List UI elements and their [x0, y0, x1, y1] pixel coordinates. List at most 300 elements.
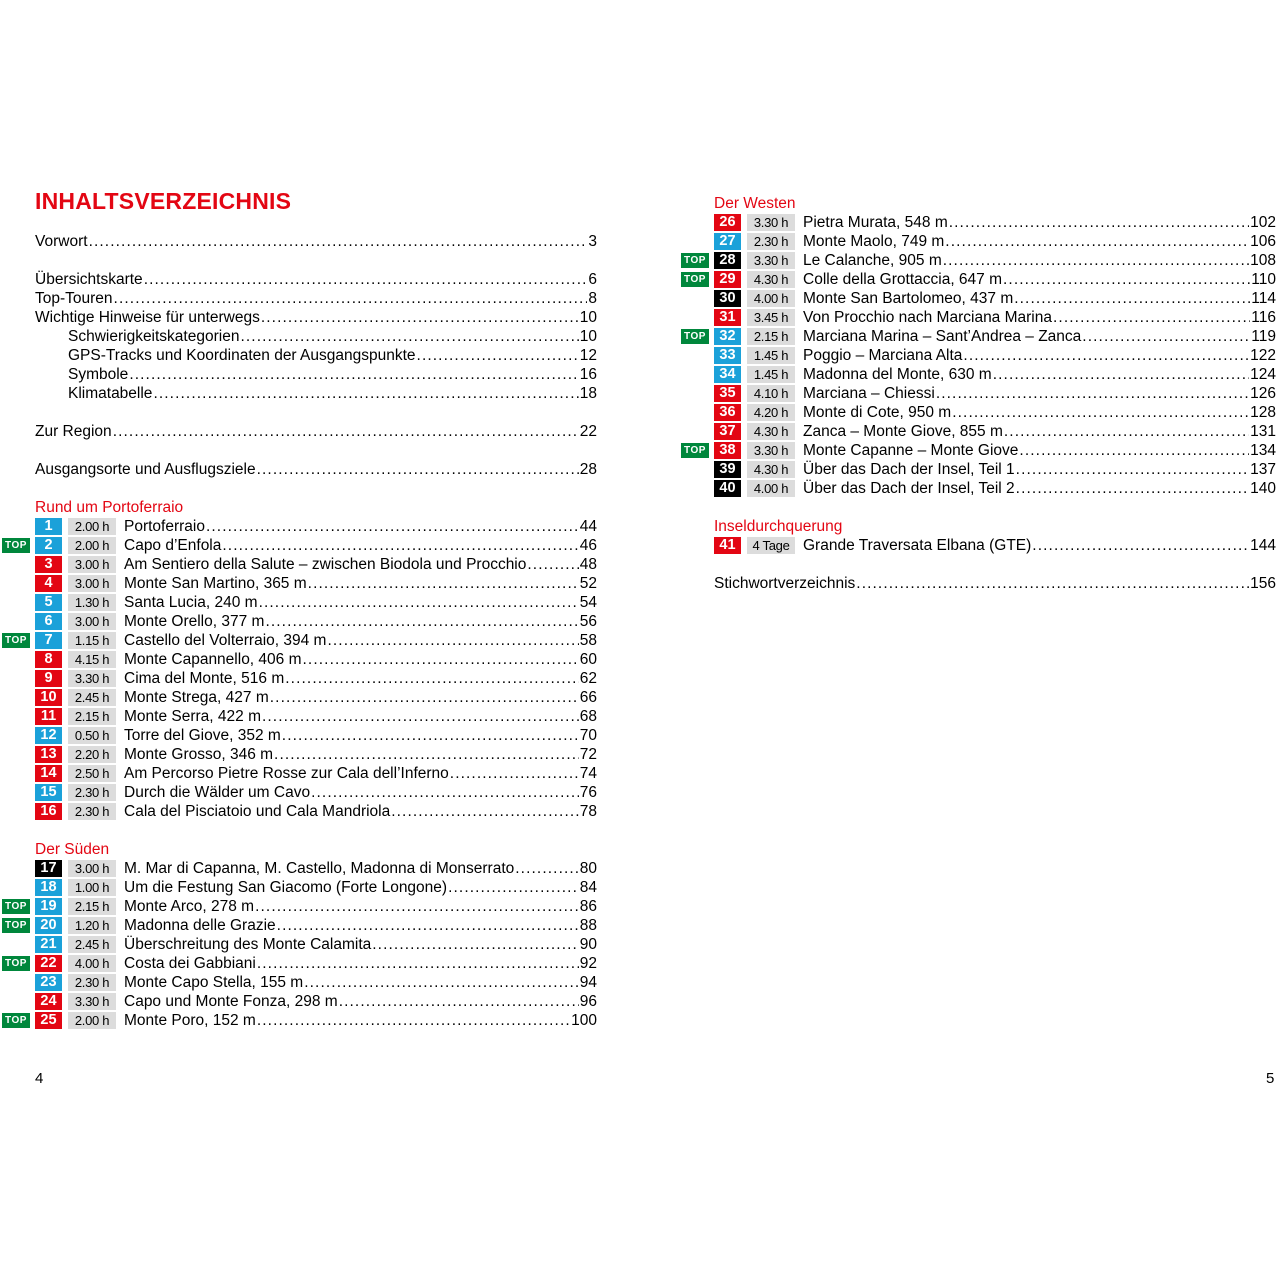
tour-page: 52	[579, 575, 597, 592]
tour-entry[interactable]	[0, 897, 640, 916]
leader-dots	[222, 536, 578, 555]
tour-entry-line	[124, 745, 597, 764]
leader-dots	[144, 270, 588, 289]
tour-entry-line	[124, 593, 597, 612]
tour-name: Überschreitung des Monte Calamita	[124, 936, 372, 953]
tour-number-badge: 13	[35, 746, 62, 763]
tour-entry-line	[124, 802, 597, 821]
tour-duration: 2.30 h	[747, 233, 795, 250]
tour-name: Costa dei Gabbiani	[124, 955, 256, 972]
toc-entry-page: 8	[588, 290, 597, 307]
tour-page: 74	[579, 765, 597, 782]
leader-dots	[1016, 479, 1249, 498]
tour-duration: 4.30 h	[747, 271, 795, 288]
tour-duration: 3.45 h	[747, 309, 795, 326]
leader-dots	[936, 384, 1249, 403]
leader-dots	[527, 555, 578, 574]
leader-dots	[993, 365, 1249, 384]
tour-duration: 2.45 h	[68, 689, 116, 706]
toc-entry-line	[68, 384, 597, 403]
toc-entry-line	[35, 289, 597, 308]
toc-entry-title: Wichtige Hinweise für unterwegs	[35, 309, 260, 326]
toc-entry-line	[68, 327, 597, 346]
tour-name: Capo und Monte Fonza, 298 m	[124, 993, 338, 1010]
tour-entry[interactable]	[0, 517, 640, 536]
toc-entry[interactable]	[0, 460, 640, 479]
leader-dots	[417, 346, 579, 365]
tour-number-badge: 37	[714, 423, 741, 440]
tour-page: 137	[1250, 461, 1276, 478]
tour-entry-line	[124, 555, 597, 574]
tour-name: Monte San Bartolomeo, 437 m	[803, 290, 1014, 307]
tour-entry[interactable]	[640, 384, 1280, 403]
tour-entry[interactable]	[640, 327, 1280, 346]
toc-entry-page: 28	[579, 461, 597, 478]
tour-number-badge: 28	[714, 252, 741, 269]
tour-duration: 4.15 h	[68, 651, 116, 668]
tour-entry[interactable]	[640, 365, 1280, 384]
tour-name: Cala del Pisciatoio und Cala Mandriola	[124, 803, 391, 820]
tour-entry[interactable]	[640, 422, 1280, 441]
toc-entry[interactable]	[0, 327, 640, 346]
tour-number-badge: 12	[35, 727, 62, 744]
tour-name: Cima del Monte, 516 m	[124, 670, 285, 687]
toc-entry-title: Schwierigkeitskategorien	[68, 328, 240, 345]
leader-dots	[277, 916, 579, 935]
toc-entry-page: 16	[579, 366, 597, 383]
tour-page: 92	[579, 955, 597, 972]
tour-page: 90	[579, 936, 597, 953]
tour-name: Monte Capanne – Monte Giove	[803, 442, 1019, 459]
leader-dots	[1014, 289, 1250, 308]
tour-name: Monte Orello, 377 m	[124, 613, 265, 630]
leader-dots	[282, 726, 579, 745]
tour-name: Grande Traversata Elbana (GTE)	[803, 537, 1032, 554]
tour-number-badge: 11	[35, 708, 62, 725]
tour-name: Capo d’Enfola	[124, 537, 222, 554]
tour-duration: 4.30 h	[747, 461, 795, 478]
toc-title: INHALTSVERZEICHNIS	[35, 188, 292, 214]
tour-entry-line	[124, 536, 597, 555]
leader-dots	[448, 878, 579, 897]
tour-entry[interactable]	[0, 593, 640, 612]
toc-entry-page: 18	[579, 385, 597, 402]
tour-page: 110	[1251, 271, 1276, 288]
tour-entry[interactable]	[0, 745, 640, 764]
tour-duration: 4.20 h	[747, 404, 795, 421]
tour-page: 86	[579, 898, 597, 915]
spacer	[640, 555, 1280, 574]
tour-page: 80	[579, 860, 597, 877]
leader-dots	[262, 707, 579, 726]
tour-duration: 3.00 h	[68, 860, 116, 877]
leader-dots	[270, 688, 579, 707]
tour-name: Marciana – Chiessi	[803, 385, 935, 402]
toc-entry-line	[68, 346, 597, 365]
tour-entry-line	[124, 1011, 597, 1030]
tour-number-badge: 21	[35, 936, 62, 953]
leader-dots	[257, 460, 579, 479]
tour-entry-line	[124, 650, 597, 669]
tour-page: 58	[579, 632, 597, 649]
tour-page: 122	[1250, 347, 1276, 364]
tour-entry-line	[803, 327, 1276, 346]
tour-page: 96	[579, 993, 597, 1010]
leader-dots	[261, 308, 579, 327]
tour-name: Über das Dach der Insel, Teil 2	[803, 480, 1015, 497]
leader-dots	[240, 327, 578, 346]
tour-number-badge: 4	[35, 575, 62, 592]
tour-entry-line	[124, 612, 597, 631]
tour-duration: 2.15 h	[68, 898, 116, 915]
leader-dots	[303, 650, 579, 669]
toc-entry-page: 3	[588, 233, 597, 250]
tour-page: 126	[1250, 385, 1276, 402]
leader-dots	[1082, 327, 1250, 346]
tour-entry[interactable]	[0, 878, 640, 897]
tour-entry-line	[124, 631, 597, 650]
tour-name: M. Mar di Capanna, M. Castello, Madonna di Monserrato	[124, 860, 515, 877]
tour-name: Torre del Giove, 352 m	[124, 727, 281, 744]
leader-dots	[259, 593, 579, 612]
tour-entry[interactable]	[640, 289, 1280, 308]
tour-number-badge: 7	[35, 632, 62, 649]
tour-number-badge: 35	[714, 385, 741, 402]
tour-duration: 3.30 h	[747, 442, 795, 459]
leader-dots	[257, 1011, 570, 1030]
leader-dots	[206, 517, 579, 536]
tour-duration: 1.15 h	[68, 632, 116, 649]
tour-entry[interactable]	[0, 916, 640, 935]
tour-entry[interactable]	[0, 973, 640, 992]
tour-page: 131	[1250, 423, 1276, 440]
tour-number-badge: 2	[35, 537, 62, 554]
tour-number-badge: 23	[35, 974, 62, 991]
tour-entry[interactable]	[0, 650, 640, 669]
tour-entry-line	[124, 859, 597, 878]
toc-entry-title: Übersichtskarte	[35, 271, 143, 288]
toc-entry-title: GPS-Tracks und Koordinaten der Ausgangspunkte	[68, 347, 416, 364]
tour-duration: 1.20 h	[68, 917, 116, 934]
tour-duration: 2.30 h	[68, 803, 116, 820]
tour-page: 60	[579, 651, 597, 668]
tour-duration: 0.50 h	[68, 727, 116, 744]
tour-entry-line	[124, 669, 597, 688]
toc-entry-line	[35, 308, 597, 327]
tour-number-badge: 18	[35, 879, 62, 896]
tour-duration: 4.10 h	[747, 385, 795, 402]
tour-entry[interactable]	[0, 802, 640, 821]
tour-entry[interactable]	[0, 859, 640, 878]
tour-entry[interactable]	[0, 555, 640, 574]
tour-entry-line	[124, 688, 597, 707]
tour-name: Madonna del Monte, 630 m	[803, 366, 992, 383]
top-badge: TOP	[681, 253, 709, 268]
tour-duration: 2.15 h	[68, 708, 116, 725]
right-page	[640, 0, 1280, 1280]
tour-entry[interactable]	[640, 213, 1280, 232]
tour-entry-line	[803, 232, 1276, 251]
toc-entry-title: Symbole	[68, 366, 129, 383]
tour-entry[interactable]	[640, 403, 1280, 422]
toc-entry[interactable]	[0, 346, 640, 365]
leader-dots	[113, 422, 579, 441]
top-badge: TOP	[2, 1013, 30, 1028]
tour-entry-line	[803, 536, 1276, 555]
tour-name: Marciana Marina – Sant’Andrea – Zanca	[803, 328, 1082, 345]
tour-page: 100	[571, 1012, 597, 1029]
tour-name: Am Sentiero della Salute – zwischen Biodola und Procchio	[124, 556, 527, 573]
tour-duration: 2.15 h	[747, 328, 795, 345]
tour-page: 134	[1250, 442, 1276, 459]
tour-name: Am Percorso Pietre Rosse zur Cala dell’Inferno	[124, 765, 449, 782]
tour-entry-line	[124, 726, 597, 745]
tour-entry-line	[803, 251, 1276, 270]
leader-dots	[450, 764, 579, 783]
tour-entry[interactable]	[0, 764, 640, 783]
toc-entry-line	[714, 574, 1276, 593]
tour-page: 46	[579, 537, 597, 554]
leader-dots	[963, 346, 1249, 365]
tour-duration: 3.30 h	[747, 214, 795, 231]
tour-duration: 3.30 h	[68, 670, 116, 687]
top-badge: TOP	[2, 956, 30, 971]
tour-number-badge: 14	[35, 765, 62, 782]
spacer	[0, 821, 640, 840]
tour-entry-line	[803, 289, 1276, 308]
leader-dots	[114, 289, 588, 308]
right-toc-list	[640, 194, 1280, 593]
tour-number-badge: 27	[714, 233, 741, 250]
tour-number-badge: 30	[714, 290, 741, 307]
leader-dots	[1053, 308, 1250, 327]
toc-entry[interactable]	[0, 365, 640, 384]
tour-duration: 3.30 h	[747, 252, 795, 269]
tour-duration: 4.00 h	[747, 480, 795, 497]
tour-entry-line	[124, 783, 597, 802]
tour-page: 102	[1250, 214, 1276, 231]
tour-entry-line	[124, 916, 597, 935]
tour-entry[interactable]	[640, 536, 1280, 555]
leader-dots	[339, 992, 579, 1011]
tour-entry[interactable]	[0, 536, 640, 555]
tour-page: 106	[1250, 233, 1276, 250]
section-heading: Der Süden	[35, 841, 110, 858]
tour-entry[interactable]	[0, 783, 640, 802]
tour-number-badge: 34	[714, 366, 741, 383]
tour-entry[interactable]	[0, 992, 640, 1011]
leader-dots	[255, 897, 579, 916]
leader-dots	[89, 232, 588, 251]
spacer	[0, 251, 640, 270]
tour-page: 44	[579, 518, 597, 535]
tour-entry-line	[803, 308, 1276, 327]
tour-page: 119	[1251, 328, 1276, 345]
toc-entry-line	[35, 270, 597, 289]
tour-name: Um die Festung San Giacomo (Forte Longone)	[124, 879, 448, 896]
tour-name: Santa Lucia, 240 m	[124, 594, 258, 611]
top-badge: TOP	[2, 918, 30, 933]
tour-page: 88	[579, 917, 597, 934]
tour-number-badge: 26	[714, 214, 741, 231]
tour-duration: 2.00 h	[68, 518, 116, 535]
tour-duration: 1.30 h	[68, 594, 116, 611]
toc-entry-title: Vorwort	[35, 233, 88, 250]
tour-name: Monte Poro, 152 m	[124, 1012, 256, 1029]
leader-dots	[945, 232, 1249, 251]
tour-name: Monte Maolo, 749 m	[803, 233, 945, 250]
tour-entry[interactable]	[640, 460, 1280, 479]
tour-duration: 4.00 h	[747, 290, 795, 307]
tour-name: Castello del Volterraio, 394 m	[124, 632, 327, 649]
spacer	[0, 403, 640, 422]
spacer	[640, 498, 1280, 517]
tour-number-badge: 17	[35, 860, 62, 877]
leader-dots	[153, 384, 578, 403]
tour-page: 62	[579, 670, 597, 687]
toc-entry-page: 6	[588, 271, 597, 288]
tour-entry-line	[803, 384, 1276, 403]
tour-number-badge: 15	[35, 784, 62, 801]
tour-page: 70	[579, 727, 597, 744]
leader-dots	[1004, 422, 1249, 441]
tour-entry-line	[124, 707, 597, 726]
toc-entry[interactable]	[0, 270, 640, 289]
tour-number-badge: 29	[714, 271, 741, 288]
left-toc-list	[0, 232, 640, 1030]
toc-entry-title: Top-Touren	[35, 290, 113, 307]
leader-dots	[257, 954, 579, 973]
tour-entry[interactable]	[640, 270, 1280, 289]
tour-page: 128	[1250, 404, 1276, 421]
tour-entry[interactable]	[640, 479, 1280, 498]
tour-page: 108	[1250, 252, 1276, 269]
tour-duration: 4 Tage	[747, 537, 795, 554]
tour-duration: 3.30 h	[68, 993, 116, 1010]
tour-number-badge: 8	[35, 651, 62, 668]
tour-number-badge: 19	[35, 898, 62, 915]
toc-entry-line	[35, 460, 597, 479]
tour-number-badge: 5	[35, 594, 62, 611]
page-number-left: 4	[35, 1070, 44, 1087]
tour-entry-line	[803, 365, 1276, 384]
tour-entry[interactable]	[0, 688, 640, 707]
section-heading: Inseldurchquerung	[714, 518, 843, 535]
toc-entry-line	[35, 232, 597, 251]
tour-duration: 3.00 h	[68, 575, 116, 592]
tour-entry-line	[124, 517, 597, 536]
tour-entry[interactable]	[640, 308, 1280, 327]
tour-entry[interactable]	[0, 726, 640, 745]
tour-entry[interactable]	[640, 441, 1280, 460]
tour-entry[interactable]	[0, 1011, 640, 1030]
tour-page: 144	[1250, 537, 1276, 554]
tour-entry-line	[124, 764, 597, 783]
toc-entry[interactable]	[0, 384, 640, 403]
top-badge: TOP	[681, 443, 709, 458]
toc-entry[interactable]	[0, 289, 640, 308]
tour-name: Monte Capo Stella, 155 m	[124, 974, 304, 991]
tour-entry-line	[803, 441, 1276, 460]
toc-entry-page: 10	[579, 328, 597, 345]
leader-dots	[1016, 460, 1249, 479]
tour-duration: 3.00 h	[68, 613, 116, 630]
tour-entry[interactable]	[640, 346, 1280, 365]
tour-number-badge: 6	[35, 613, 62, 630]
leader-dots	[372, 935, 578, 954]
tour-number-badge: 25	[35, 1012, 62, 1029]
tour-number-badge: 39	[714, 461, 741, 478]
tour-entry[interactable]	[640, 232, 1280, 251]
leader-dots	[285, 669, 579, 688]
top-badge: TOP	[2, 538, 30, 553]
toc-entry-line	[35, 422, 597, 441]
tour-name: Von Procchio nach Marciana Marina	[803, 309, 1052, 326]
tour-page: 116	[1251, 309, 1276, 326]
tour-entry[interactable]	[0, 669, 640, 688]
tour-name: Zanca – Monte Giove, 855 m	[803, 423, 1003, 440]
leader-dots	[274, 745, 579, 764]
tour-entry-line	[124, 574, 597, 593]
tour-name: Monte Arco, 278 m	[124, 898, 255, 915]
tour-number-badge: 40	[714, 480, 741, 497]
tour-entry-line	[124, 897, 597, 916]
toc-entry[interactable]	[0, 308, 640, 327]
tour-page: 78	[579, 803, 597, 820]
tour-entry[interactable]	[0, 707, 640, 726]
tour-entry-line	[803, 460, 1276, 479]
tour-name: Pietra Murata, 548 m	[803, 214, 948, 231]
leader-dots	[1019, 441, 1249, 460]
toc-entry-title: Klimatabelle	[68, 385, 153, 402]
tour-name: Monte Capannello, 406 m	[124, 651, 302, 668]
leader-dots	[129, 365, 578, 384]
toc-entry[interactable]	[0, 422, 640, 441]
leader-dots	[391, 802, 579, 821]
tour-name: Monte San Martino, 365 m	[124, 575, 307, 592]
tour-page: 114	[1251, 290, 1276, 307]
leader-dots	[308, 574, 579, 593]
tour-page: 76	[579, 784, 597, 801]
tour-number-badge: 24	[35, 993, 62, 1010]
tour-duration: 1.45 h	[747, 347, 795, 364]
leader-dots	[304, 973, 579, 992]
toc-entry-title: Stichwortverzeichnis	[714, 575, 856, 592]
tour-name: Portoferraio	[124, 518, 205, 535]
tour-entry[interactable]	[0, 574, 640, 593]
tour-entry-line	[124, 935, 597, 954]
tour-name: Monte Strega, 427 m	[124, 689, 269, 706]
tour-duration: 2.00 h	[68, 1012, 116, 1029]
tour-entry[interactable]	[0, 935, 640, 954]
tour-entry-line	[803, 479, 1276, 498]
tour-page: 68	[579, 708, 597, 725]
tour-number-badge: 22	[35, 955, 62, 972]
tour-entry-line	[803, 270, 1276, 289]
tour-entry[interactable]	[0, 631, 640, 650]
tour-entry[interactable]	[640, 251, 1280, 270]
tour-entry[interactable]	[0, 954, 640, 973]
tour-entry[interactable]	[0, 612, 640, 631]
tour-name: Durch die Wälder um Cavo	[124, 784, 311, 801]
toc-entry-page: 10	[579, 309, 597, 326]
tour-page: 54	[579, 594, 597, 611]
leader-dots	[327, 631, 578, 650]
tour-entry-line	[803, 422, 1276, 441]
page-number-right: 5	[1266, 1070, 1275, 1087]
toc-entry[interactable]	[0, 232, 640, 251]
toc-entry[interactable]	[640, 574, 1280, 593]
